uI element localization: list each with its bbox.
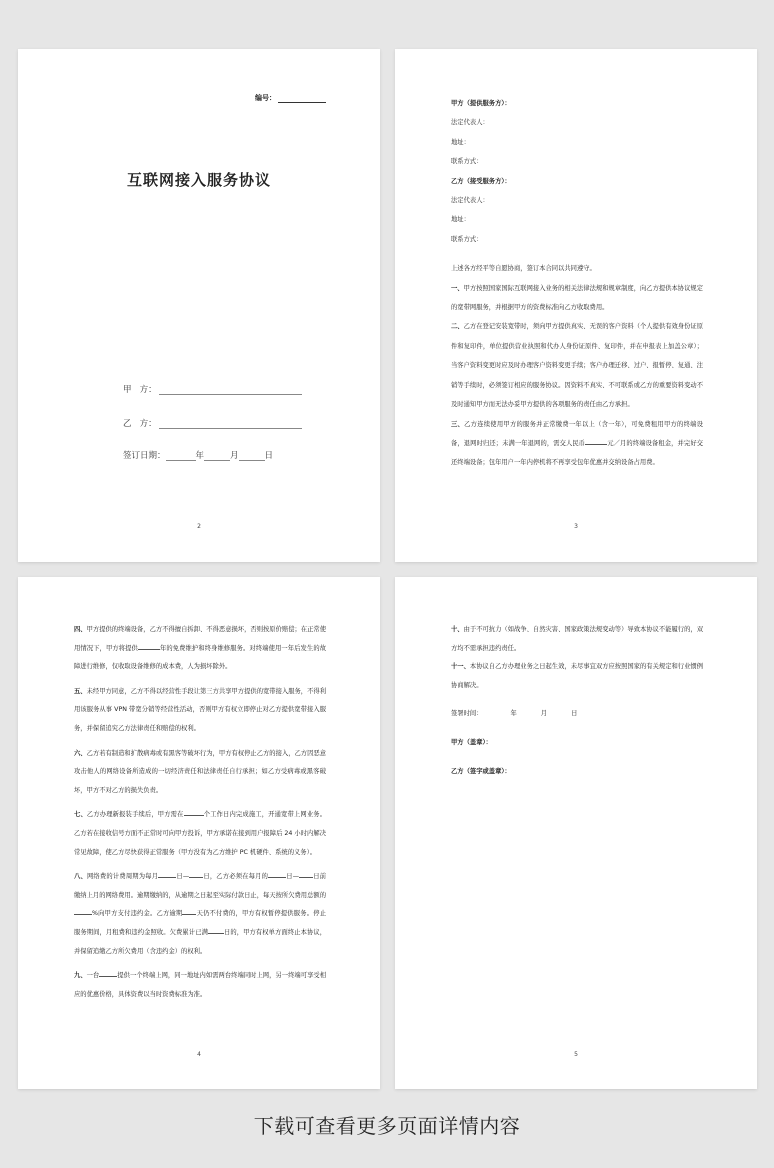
- contract-page-3: [395, 49, 757, 562]
- clause-7: 七、乙方办理新报装手续后，甲方需在 个工作日内完成施工，开通宽带上网业务。乙方若在接收信号方面不正常时可向甲方投诉，甲方承诺在接到用户报障后 24 小时内解决常见故障，使乙方尽快获得正常服务（甲方没有为乙方维护 PC 机硬件、系统的义务）。: [74, 811, 327, 856]
- clause-8: 八、网络费的计费周期为每月 日— 日，乙方必须在每月的 日— 日前缴纳上月的网络费用。逾期缴纳的，从逾期之日起至实际付款日止，每天按所欠费用总额的%向甲方支付违约金。乙方逾期 天仍不付费的，甲方有权暂停提供服务。停止服务期间，月租费和违约金照收。欠费累计已满 日的，甲方有权单方面终止本协议，并保留追缴乙方所欠费用（含违约金）的权利。: [74, 873, 327, 955]
- clause-6: 六、乙方若有制造和扩散病毒或有黑客等破坏行为，甲方有权停止乙方的接入，乙方因恶意攻击他人的网络设备所造成的一切经济责任和法律责任自行承担；如乙方受病毒或黑客破坏，甲方不对乙方的损失负责。: [74, 749, 327, 794]
- legal-rep-label-b: 法定代表人：: [451, 197, 489, 205]
- party-b-blank: [159, 420, 302, 429]
- sign-time-row: 签署时间： 年 月 日: [451, 710, 578, 718]
- clause-11: 十一、本协议自乙方办理业务之日起生效，未尽事宜双方应按照国家的有关规定和行业惯例协商解决。: [451, 663, 704, 689]
- document-title: 互联网接入服务协议: [126, 171, 271, 189]
- page-number: 4: [197, 1051, 201, 1058]
- contract-page-4: [18, 577, 380, 1089]
- clause-10: 十、由于不可抗力（如战争、自然灾害、国家政策法规变动等）导致本协议不能履行的，双方均不需承担违约责任。: [451, 626, 704, 652]
- contract-page-5: [395, 577, 757, 1089]
- download-more-caption: 下载可查看更多页面详情内容: [253, 1114, 521, 1138]
- serial-number-blank: [278, 95, 326, 103]
- address-label-b: 地址：: [451, 216, 470, 224]
- cover-page: [18, 49, 380, 562]
- contact-label-b: 联系方式：: [451, 235, 483, 243]
- page-number: 3: [574, 523, 578, 530]
- contact-label: 联系方式：: [451, 158, 483, 166]
- intro-paragraph: 上述各方经平等自愿协商，签订本合同以共同遵守。: [451, 265, 596, 273]
- page-number: 5: [574, 1051, 578, 1058]
- page-number: 2: [197, 523, 201, 530]
- party-a-blank: [159, 386, 302, 395]
- legal-rep-label: 法定代表人：: [451, 119, 489, 127]
- clause-5: 五、未经甲方同意，乙方不得以经营性手段让第三方共享甲方提供的宽带接入服务，不得利用该服务从事 VPN 带宽分销等经营性活动，否则甲方有权立即停止对乙方提供宽带接入服务，并保留追究乙方法律责任和赔偿的权利。: [74, 687, 327, 732]
- clause-1: 一、甲方按照国家国际互联网接入业务的相关法律法规和规章制度，向乙方提供本协议规定的宽带网服务，并根据甲方的资费标准向乙方收取费用。: [451, 284, 704, 312]
- party-a-heading: 甲方（提供服务方）：: [451, 100, 511, 107]
- sign-date-field: 签订日期： 年 月 日: [123, 451, 274, 461]
- party-a-field: 甲 方：: [123, 383, 302, 395]
- party-b-seal-label: 乙方（签字或盖章）：: [451, 767, 511, 775]
- address-label: 地址：: [451, 138, 470, 146]
- clause-9: 九、一台 提供一个终端上网，同一地址内如需两台终端同时上网，另一终端可享受相应的优惠价格，具体资费以当时资费标准为准。: [74, 972, 327, 998]
- clause-4: 四、甲方提供的终端设备，乙方不得擅自拆卸、不得恶意损坏，否则按原价赔偿；在正常使用情况下，甲方将提供 年的免费维护和终身维修服务。对终端使用一年后发生的故障进行维修，仅收取设备维修的成本费，人为损坏除外。: [74, 626, 327, 671]
- clause-2: 二、乙方在登记安装宽带时，须向甲方提供真实、无误的客户资料（个人提供有效身份证原件和复印件，单位提供营业执照和代办人身份证原件、复印件，并在申报表上加盖公章）；当客户资料变更时应及时办理客户资料变更手续；客户办理迁移、过户、报暂停、复通、注销等手续时，必须签订相应的服务协议。因资料不真实、不可联系或乙方的重要资料变动不及时通知甲方而无法办妥甲方提供的各项服务的责任由乙方承担。: [451, 323, 704, 409]
- party-a-seal-label: 甲方（盖章）：: [451, 738, 492, 746]
- party-b-heading: 乙方（接受服务方）：: [451, 177, 511, 185]
- serial-number-field: 编号：: [255, 93, 326, 103]
- clause-3: 三、乙方连续使用甲方的服务并正常缴费一年以上（含一年），可免费租用甲方的终端设备，退网时归还；未满一年退网的，需交人民币 元／月的终端设备租金，并完好交还终端设备；包年用户一年内停机将不再享受包年优惠并交纳设备占用费。: [451, 420, 704, 467]
- party-b-field: 乙 方：: [123, 417, 302, 429]
